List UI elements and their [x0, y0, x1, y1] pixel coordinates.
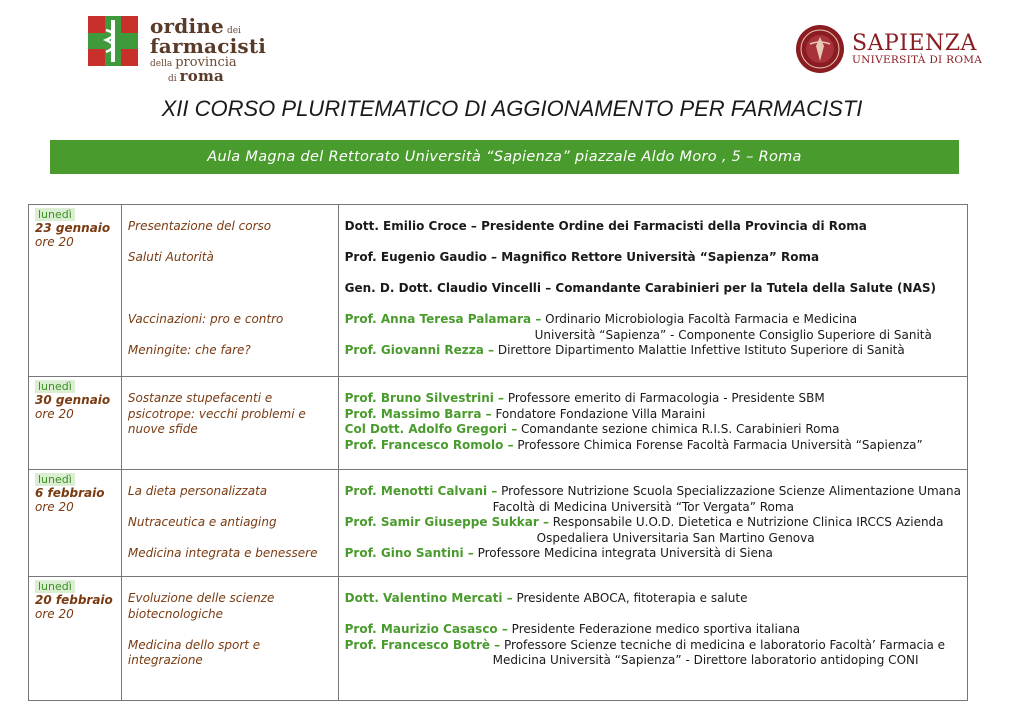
session-speakers-cell — [338, 470, 967, 577]
speaker-role: Presidente ABOCA, fitoterapia e salute — [512, 591, 748, 605]
logo-word-roma: roma — [179, 67, 224, 85]
speaker-line: Prof. Eugenio Gaudio – Magnifico Rettore Università “Sapienza” Roma — [344, 250, 820, 264]
table-row — [29, 577, 968, 701]
speaker-name: Prof. Anna Teresa Palamara – — [344, 312, 542, 326]
speaker-role: Professore emerito di Farmacologia - Presidente SBM — [504, 391, 825, 405]
session-topics-cell — [121, 377, 338, 470]
speaker-line — [345, 515, 961, 531]
speaker-role: Responsabile U.O.D. Dietetica e Nutrizione Clinica IRCCS Azienda — [548, 515, 944, 529]
session-date-cell — [29, 377, 122, 470]
day-label: lunedì — [35, 380, 75, 393]
speaker-line — [345, 391, 961, 407]
speaker-role: Comandante sezione chimica R.I.S. Carabinieri Roma — [517, 422, 840, 436]
session-time: ore 20 — [35, 607, 74, 621]
sapienza-logo — [795, 24, 982, 74]
topic: Sostanze stupefacenti e psicotrope: vecchi problemi e nuove sfide — [127, 391, 306, 436]
table-row — [29, 470, 968, 577]
speaker-line: Gen. D. Dott. Claudio Vincelli – Comandante Carabinieri per la Tutela della Salute (NAS) — [344, 281, 936, 295]
topic: Evoluzione delle scienze biotecnologiche — [127, 591, 275, 621]
speaker-role: Professore Medicina integrata Università di Siena — [473, 546, 773, 560]
logo-word-della: della — [150, 59, 173, 69]
speaker-role: Professore Chimica Forense Facoltà Farmacia Università “Sapienza” — [513, 437, 923, 452]
speaker-line — [345, 622, 961, 638]
topic: La dieta personalizzata — [127, 484, 268, 498]
pharmacy-cross-icon — [88, 16, 138, 66]
session-topics-cell — [121, 470, 338, 577]
speaker-role: Professore Scienze tecniche di medicina e laboratorio Facoltà’ Farmacia e — [500, 637, 946, 652]
topic: Medicina integrata e benessere — [127, 546, 318, 560]
speaker-name: Prof. Maurizio Casasco – — [344, 622, 508, 636]
page-title: XII CORSO PLURITEMATICO DI AGGIONAMENTO PER FARMACISTI — [161, 96, 863, 121]
speaker-name: Prof. Menotti Calvani – — [344, 484, 498, 498]
speaker-role-cont: Università “Sapienza” - Componente Consiglio Superiore di Sanità — [534, 327, 932, 342]
speaker-name: Prof. Bruno Silvestrini – — [344, 391, 505, 405]
session-time: ore 20 — [35, 500, 74, 514]
speaker-role: Ordinario Microbiologia Facoltà Farmacia e Medicina — [541, 312, 858, 326]
speaker-name: Prof. Samir Giuseppe Sukkar – — [344, 515, 549, 529]
session-speakers-cell — [338, 205, 967, 377]
logo-word-ordine: ordine — [150, 14, 224, 38]
session-speakers-cell — [338, 577, 967, 701]
day-label: lunedì — [35, 208, 75, 221]
speaker-role-cont: Ospedaliera Universitaria San Martino Genova — [536, 530, 815, 545]
logo-word-dei: dei — [226, 26, 241, 36]
speaker-line — [345, 591, 961, 607]
table-row — [29, 205, 968, 377]
speaker-role: Professore Nutrizione Scuola Specializzazione Scienze Alimentazione Umana — [497, 484, 961, 498]
speaker-line — [345, 484, 961, 500]
logo-word-provincia: provincia — [175, 55, 237, 70]
session-topics-cell — [121, 205, 338, 377]
topic: Saluti Autorità — [127, 250, 214, 264]
speaker-role-cont: Facoltà di Medicina Università “Tor Vergata” Roma — [492, 499, 794, 514]
program-table — [28, 204, 968, 701]
speaker-role: Fondatore Fondazione Villa Maraini — [491, 406, 706, 421]
day-label: lunedì — [35, 473, 75, 486]
session-time: ore 20 — [35, 235, 74, 249]
session-speakers-cell — [338, 377, 967, 470]
speaker-line — [345, 546, 961, 562]
speaker-name: Dott. Valentino Mercati – — [344, 591, 513, 605]
speaker-role-cont: Medicina Università “Sapienza” - Direttore laboratorio antidoping CONI — [492, 653, 919, 667]
speaker-name: Prof. Gino Santini – — [344, 546, 474, 560]
session-date-cell — [29, 577, 122, 701]
logo-word-di: di — [168, 74, 177, 84]
venue-banner: Aula Magna del Rettorato Università “Sapienza” piazzale Aldo Moro , 5 – Roma — [50, 140, 959, 174]
speaker-role: Direttore Dipartimento Malattie Infettive Istituto Superiore di Sanità — [494, 343, 905, 357]
speaker-line — [345, 422, 961, 438]
session-date-cell — [29, 470, 122, 577]
speaker-line — [345, 343, 961, 359]
speaker-line — [345, 407, 961, 423]
speaker-line: Dott. Emilio Croce – Presidente Ordine dei Farmacisti della Provincia di Roma — [344, 219, 867, 233]
speaker-name: Prof. Francesco Botrè – — [344, 637, 501, 652]
topic: Nutraceutica e antiaging — [127, 515, 277, 529]
sapienza-name: SAPIENZA — [852, 30, 977, 56]
topic: Medicina dello sport e integrazione — [127, 637, 261, 667]
ordine-farmacisti-logo — [88, 14, 267, 85]
session-date: 30 gennaio — [35, 393, 111, 407]
session-date-cell — [29, 205, 122, 377]
speaker-role: Presidente Federazione medico sportiva italiana — [507, 622, 801, 636]
session-date: 6 febbraio — [35, 486, 105, 500]
topic: Meningite: che fare? — [127, 343, 251, 357]
sapienza-seal-icon — [795, 24, 845, 74]
day-label: lunedì — [35, 580, 75, 593]
speaker-name: Col Dott. Adolfo Gregori – — [344, 422, 518, 436]
speaker-line — [345, 438, 961, 454]
speaker-name: Prof. Giovanni Rezza – — [344, 343, 495, 357]
logo-word-farmacisti: farmacisti — [150, 34, 267, 58]
session-date: 20 febbraio — [35, 593, 113, 607]
table-row — [29, 377, 968, 470]
session-topics-cell — [121, 577, 338, 701]
topic: Vaccinazioni: pro e contro — [127, 312, 284, 326]
session-date: 23 gennaio — [35, 221, 111, 235]
speaker-line — [345, 312, 961, 328]
speaker-name: Prof. Massimo Barra – — [344, 406, 492, 421]
sapienza-subtitle: UNIVERSITÀ DI ROMA — [852, 54, 983, 67]
speaker-name: Prof. Francesco Romolo – — [344, 437, 514, 452]
session-time: ore 20 — [35, 407, 74, 421]
speaker-line — [345, 638, 961, 654]
topic: Presentazione del corso — [127, 219, 272, 233]
